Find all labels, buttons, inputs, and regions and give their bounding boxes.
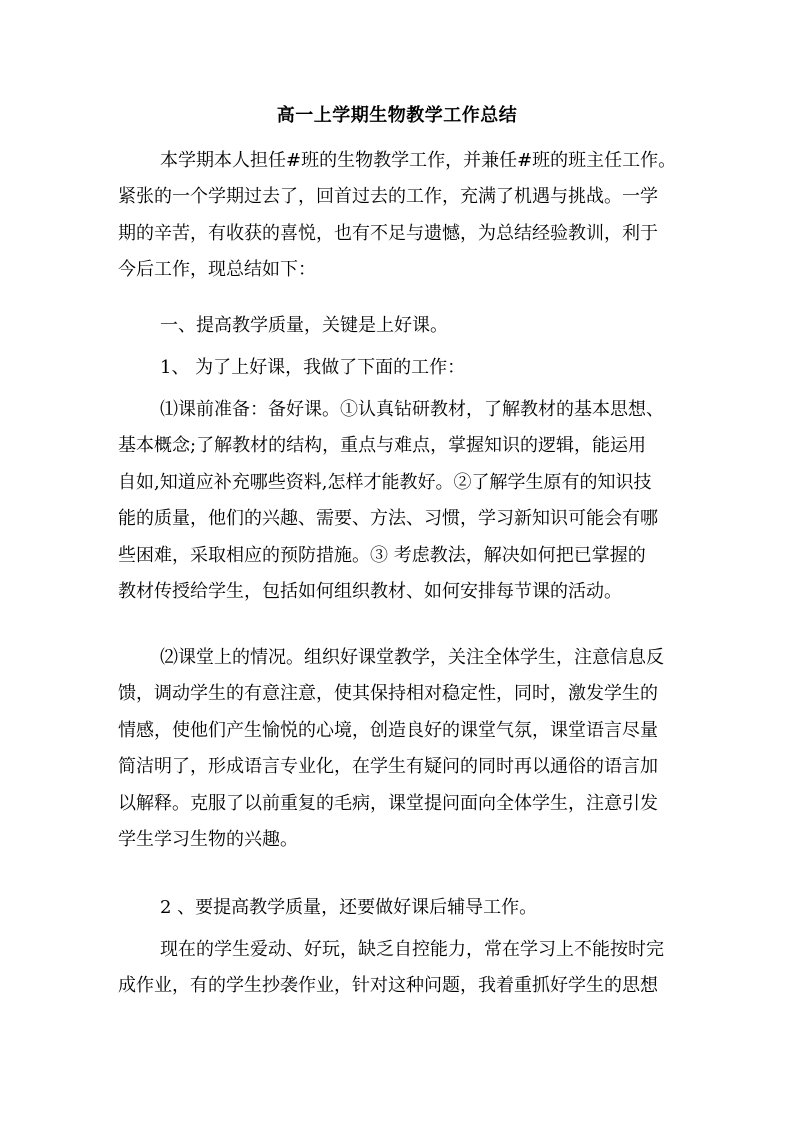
list-item-heading: 1、 为了上好课，我做了下面的工作： [160,357,466,378]
list-item-heading: 2 、要提高教学质量，还要做好课后辅导工作。 [160,897,538,918]
paragraph-intro [118,143,678,289]
text-line: 现在的学生爱动、好玩，缺乏自控能力，常在学习上不能按时完 [160,939,664,960]
paragraph-classroom [118,640,678,858]
paragraph-heading-1 [118,308,678,344]
text-line: 自如,知道应补充哪些资料,怎样才能教好。②了解学生原有的知识技 [118,471,652,493]
text-line: 学生学习生物的兴趣。 [118,829,298,851]
text-line: 以解释。克服了以前重复的毛病，课堂提问面向全体学生，注意引发 [118,792,658,814]
text-line: 成作业，有的学生抄袭作业，针对这种问题，我着重抓好学生的思想 [118,975,658,997]
text-line: 期的辛苦，有收获的喜悦，也有不足与遗憾，为总结经验教训，利于 [118,222,658,244]
paragraph-tutoring [118,932,678,1005]
text-line: 紧张的一个学期过去了，回首过去的工作，充满了机遇与挑战。一学 [118,186,658,208]
paragraph-preparation [118,392,678,610]
text-line: 今后工作，现总结如下： [118,259,316,281]
text-line: 基本概念;了解教材的结构，重点与难点，掌握知识的逻辑，能运用 [118,435,647,457]
text-line: 教材传授给学生，包括如何组织教材、如何安排每节课的活动。 [118,581,622,603]
paragraph-item-2 [118,890,678,926]
text-line: 本学期本人担任#班的生物教学工作，并兼任#班的班主任工作。 [160,150,677,171]
paragraph-item-1 [118,350,678,386]
document-title: 高一上学期生物教学工作总结 [276,105,518,126]
text-line: 简洁明了，形成语言专业化，在学生有疑问的同时再以通俗的语言加 [118,756,658,778]
text-line: 些困难，采取相应的预防措施。③ 考虑教法，解决如何把已掌握的 [118,544,646,566]
text-line: ⑴课前准备：备好课。①认真钻研教材，了解教材的基本思想、 [160,399,664,420]
text-line: 馈，调动学生的有意注意，使其保持相对稳定性，同时，激发学生的 [118,683,658,705]
text-line: ⑵课堂上的情况。组织好课堂教学，关注全体学生，注意信息反 [160,647,664,668]
text-line: 情感，使他们产生愉悦的心境，创造良好的课堂气氛，课堂语言尽量 [118,719,658,741]
text-line: 能的质量，他们的兴趣、需要、方法、习惯，学习新知识可能会有哪 [118,508,658,530]
section-heading: 一、提高教学质量，关键是上好课。 [160,315,448,336]
